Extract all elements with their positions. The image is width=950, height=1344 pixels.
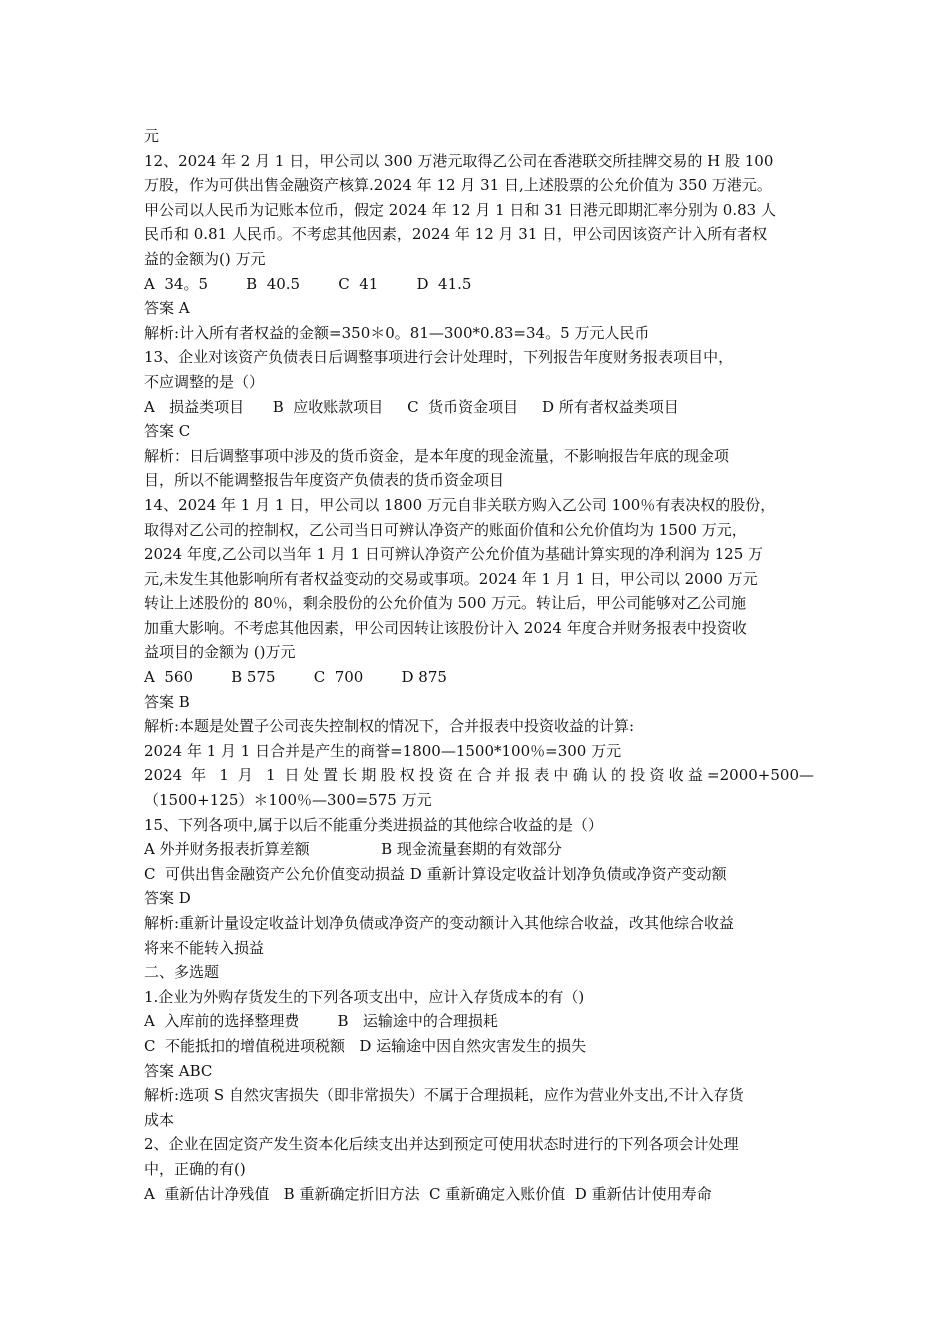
text-line: 益的金额为() 万元: [144, 249, 266, 268]
answer-line: 答案 ABC: [144, 1061, 213, 1080]
formula-line: （1500+125）＊100％—300=575 万元: [144, 791, 432, 810]
formula-line: 2024 年 1 月 1 日合并是产生的商誉=1800—1500*100％=300 万元: [144, 741, 622, 760]
text-line: 加重大影响。不考虑其他因素，甲公司因转让该股份计入 2024 年度合并财务报表中投资收: [144, 618, 747, 637]
answer-line: 答案 D: [144, 889, 191, 908]
text-line: 目，所以不能调整报告年度资产负债表的货币资金项目: [144, 471, 505, 490]
question-12-line: 12、2024 年 2 月 1 日，甲公司以 300 万港元取得乙公司在香港联交所挂牌交易的 H 股 100: [144, 151, 774, 170]
text-line: 元,未发生其他影响所有者权益变动的交易或事项。2024 年 1 月 1 日，甲公司以 2000 万元: [144, 569, 758, 588]
text-line: 转让上述股份的 80％，剩余股份的公允价值为 500 万元。转让后，甲公司能够对乙公司施: [144, 594, 747, 613]
question-m1-line: 1.企业为外购存货发生的下列各项支出中，应计入存货成本的有（): [144, 987, 585, 1006]
text-line: 不应调整的是（）: [144, 372, 265, 391]
formula-line: 2024 年 1 月 1 日处置长期股权投资在合并报表中确认的投资收益=2000+500—: [144, 766, 814, 785]
text-line: 成本: [144, 1110, 175, 1129]
text-line: 益项目的金额为 ()万元: [144, 643, 296, 662]
answer-line: 答案 A: [144, 299, 190, 318]
text-line: 万股，作为可供出售金融资产核算.2024 年 12 月 31 日,上述股票的公允价值为 350 万港元。: [144, 176, 772, 195]
analysis-line: 解析:重新计量设定收益计划净负债或净资产的变动额计入其他综合收益，改其他综合收益: [144, 914, 735, 932]
text-line: 元: [144, 127, 160, 145]
options-line: A 重新估计净残值 B 重新确定折旧方法 C 重新确定入账价值 D 重新估计使用寿命: [144, 1184, 712, 1203]
options-line: A 34。5 B 40.5 C 41 D 41.5: [144, 274, 472, 293]
question-15-line: 15、下列各项中,属于以后不能重分类进损益的其他综合收益的是（）: [144, 815, 603, 834]
options-line: A 外并财务报表折算差额 B 现金流量套期的有效部分: [144, 840, 562, 859]
analysis-line: 解析:选项 S 自然灾害损失（即非常损失）不属于合理损耗，应作为营业外支出,不计入存货: [144, 1086, 744, 1105]
text-line: 取得对乙公司的控制权，乙公司当日可辨认净资产的账面价值和公允价值均为 1500 万元，: [144, 520, 747, 539]
question-13-line: 13、企业对该资产负债表日后调整事项进行会计处理时，下列报告年度财务报表项目中，: [144, 348, 734, 367]
options-line: A 损益类项目 B 应收账款项目 C 货币资金项目 D 所有者权益类项目: [144, 397, 679, 416]
analysis-line: 解析:计入所有者权益的金额=350＊0。81—300*0.83=34。5 万元人民币: [144, 323, 650, 342]
text-line: 民币和 0.81 人民币。不考虑其他因素，2024 年 12 月 31 日，甲公司因该资产计入所有者权: [144, 225, 768, 244]
text-line: 中，正确的有(): [144, 1159, 246, 1178]
section-heading: 二、多选题: [144, 963, 220, 982]
options-line: C 不能抵扣的增值税进项税额 D 运输途中因自然灾害发生的损失: [144, 1036, 587, 1055]
question-14-line: 14、2024 年 1 月 1 日，甲公司以 1800 万元自非关联方购入乙公司 100％有表决权的股份，: [144, 495, 776, 514]
text-line: 甲公司以人民币为记账本位币，假定 2024 年 12 月 1 日和 31 日港元即期汇率分别为 0.83 人: [144, 200, 776, 219]
analysis-line: 解析：日后调整事项中涉及的货币资金，是本年度的现金流量，不影响报告年底的现金项: [144, 446, 730, 465]
question-m2-line: 2、企业在固定资产发生资本化后续支出并达到预定可使用状态时进行的下列各项会计处理: [144, 1135, 739, 1154]
text-line: 2024 年度,乙公司以当年 1 月 1 日可辨认净资产公允价值为基础计算实现的净利润为 125 万: [144, 545, 764, 564]
answer-line: 答案 C: [144, 422, 191, 441]
document-body: [144, 124, 814, 1206]
text-line: 将来不能转入损益: [144, 938, 265, 957]
options-line: A 入库前的选择整理费 B 运输途中的合理损耗: [144, 1012, 498, 1031]
answer-line: 答案 B: [144, 692, 190, 711]
analysis-line: 解析:本题是处置子公司丧失控制权的情况下，合并报表中投资收益的计算:: [144, 717, 635, 736]
options-line: A 560 B 575 C 700 D 875: [144, 668, 447, 687]
options-line: C 可供出售金融资产公允价值变动损益 D 重新计算设定收益计划净负债或净资产变动额: [144, 864, 727, 883]
